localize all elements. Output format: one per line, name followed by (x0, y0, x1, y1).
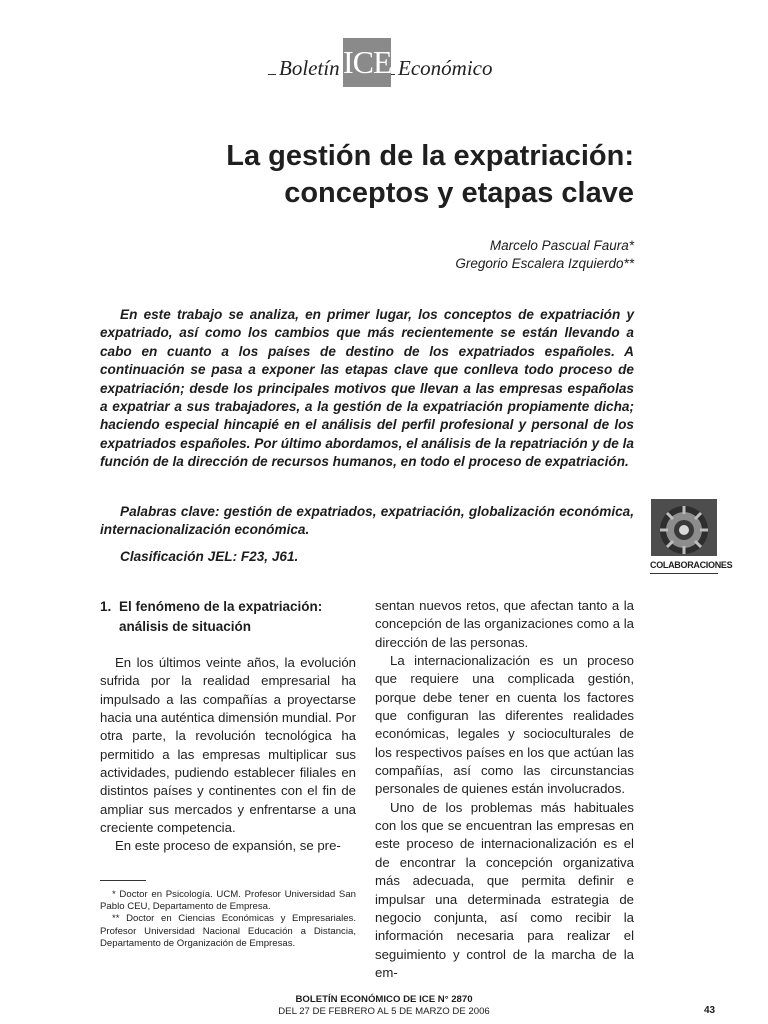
masthead-right-word: Económico (395, 56, 495, 81)
authors (455, 237, 634, 273)
title-line-1: La gestión de la expatriación: (226, 140, 634, 172)
footnotes (100, 889, 356, 950)
article-title (114, 138, 634, 212)
title-line-2: conceptos y etapas clave (284, 177, 634, 209)
masthead-logo-box: ICE (343, 38, 391, 87)
right-paragraph-2: La internacionalización es un proceso que requiere una complicada gestión, porque debe tener en cuenta los factores que configuran las diferentes realidades económicas, legales y socioculturales de los respectivos países en los que actúan las compañías, así como las circunstancias personales de quienes están involucrados. (375, 653, 634, 797)
masthead-left-word: Boletín (276, 56, 343, 81)
left-paragraph-1: En los últimos veinte años, la evolución sufrida por la realidad empresarial ha impulsado a las compañías a proyectarse hacia una auténtica dimensión mundial. Por otra parte, la revolución tecnológica ha permitido a las empresas multiplicar sus actividades, pudiendo establecer filiales en distintos países y continentes con el fin de ampliar sus mercados y enfrentarse a una creciente competencia. (100, 655, 356, 836)
footnote-2: ** Doctor en Ciencias Económicas y Empresariales. Profesor Universidad Nacional Educación a Distancia, Departamento de Organización de Empresas. (100, 913, 356, 949)
colaboraciones-graphic-icon (651, 499, 717, 556)
right-column (375, 597, 634, 982)
author-1: Marcelo Pascual Faura* (489, 238, 634, 253)
section-heading (100, 597, 360, 637)
footer-date: DEL 27 DE FEBRERO AL 5 DE MARZO DE 2006 (278, 1006, 490, 1017)
section-number: 1. (100, 599, 112, 614)
abstract (100, 306, 634, 472)
author-2: Gregorio Escalera Izquierdo** (455, 256, 634, 271)
abstract-text: En este trabajo se analiza, en primer lugar, los conceptos de expatriación y expatriado, así como los cambios que más recientemente se están llevando a cabo en cuanto a los países de destino de los expatriados españoles. A continuación se pasa a exponer las etapas clave que conlleva todo proceso de expatriación; desde los principales motivos que llevan a las empresas españolas a expatriar a sus trabajadores, a la gestión de la expatriación propiamente dicha; haciendo especial hincapié en el análisis del perfil profesional y personal de los expatriados españoles. Por último abordamos, el análisis de la repatriación y de la función de la dirección de recursos humanos, en todo el proceso de expatriación. (100, 307, 634, 470)
section-tab-label: COLABORACIONES (650, 560, 733, 570)
right-paragraph-1: sentan nuevos retos, que afectan tanto a la concepción de las organizaciones como a la dirección de las personas. (375, 598, 634, 650)
left-column (100, 654, 356, 856)
jel-classification: Clasificación JEL: F23, J61. (120, 549, 299, 564)
keywords-text: Palabras clave: gestión de expatriados, expatriación, globalización económica, internacionalización económica. (100, 504, 634, 538)
colaboraciones-graphic-svg (651, 499, 717, 556)
footnote-rule (100, 880, 146, 881)
section-tab-rule (650, 573, 718, 574)
left-paragraph-2: En este proceso de expansión, se pre- (115, 838, 341, 854)
footer-journal-title: BOLETÍN ECONÓMICO DE ICE N° 2870 (295, 994, 473, 1005)
page-number: 43 (704, 1005, 716, 1016)
keywords (100, 503, 634, 540)
section-title-line-2: análisis de situación (119, 619, 252, 634)
right-paragraph-3: Uno de los problemas más habituales con los que se encuentran las empresas en este proceso de internacionalización es el de encontrar la concepción organizativa más adecuada, que permita definir e impulsar una determinada estrategia de negocio conjunta, así como recibir la información necesaria para realizar el seguimiento y control de la marcha de la em- (375, 799, 634, 980)
section-title-line-1: El fenómeno de la expatriación: (119, 599, 323, 614)
footnote-1: * Doctor en Psicología. UCM. Profesor Universidad San Pablo CEU, Departamento de Empresa. (100, 889, 356, 913)
